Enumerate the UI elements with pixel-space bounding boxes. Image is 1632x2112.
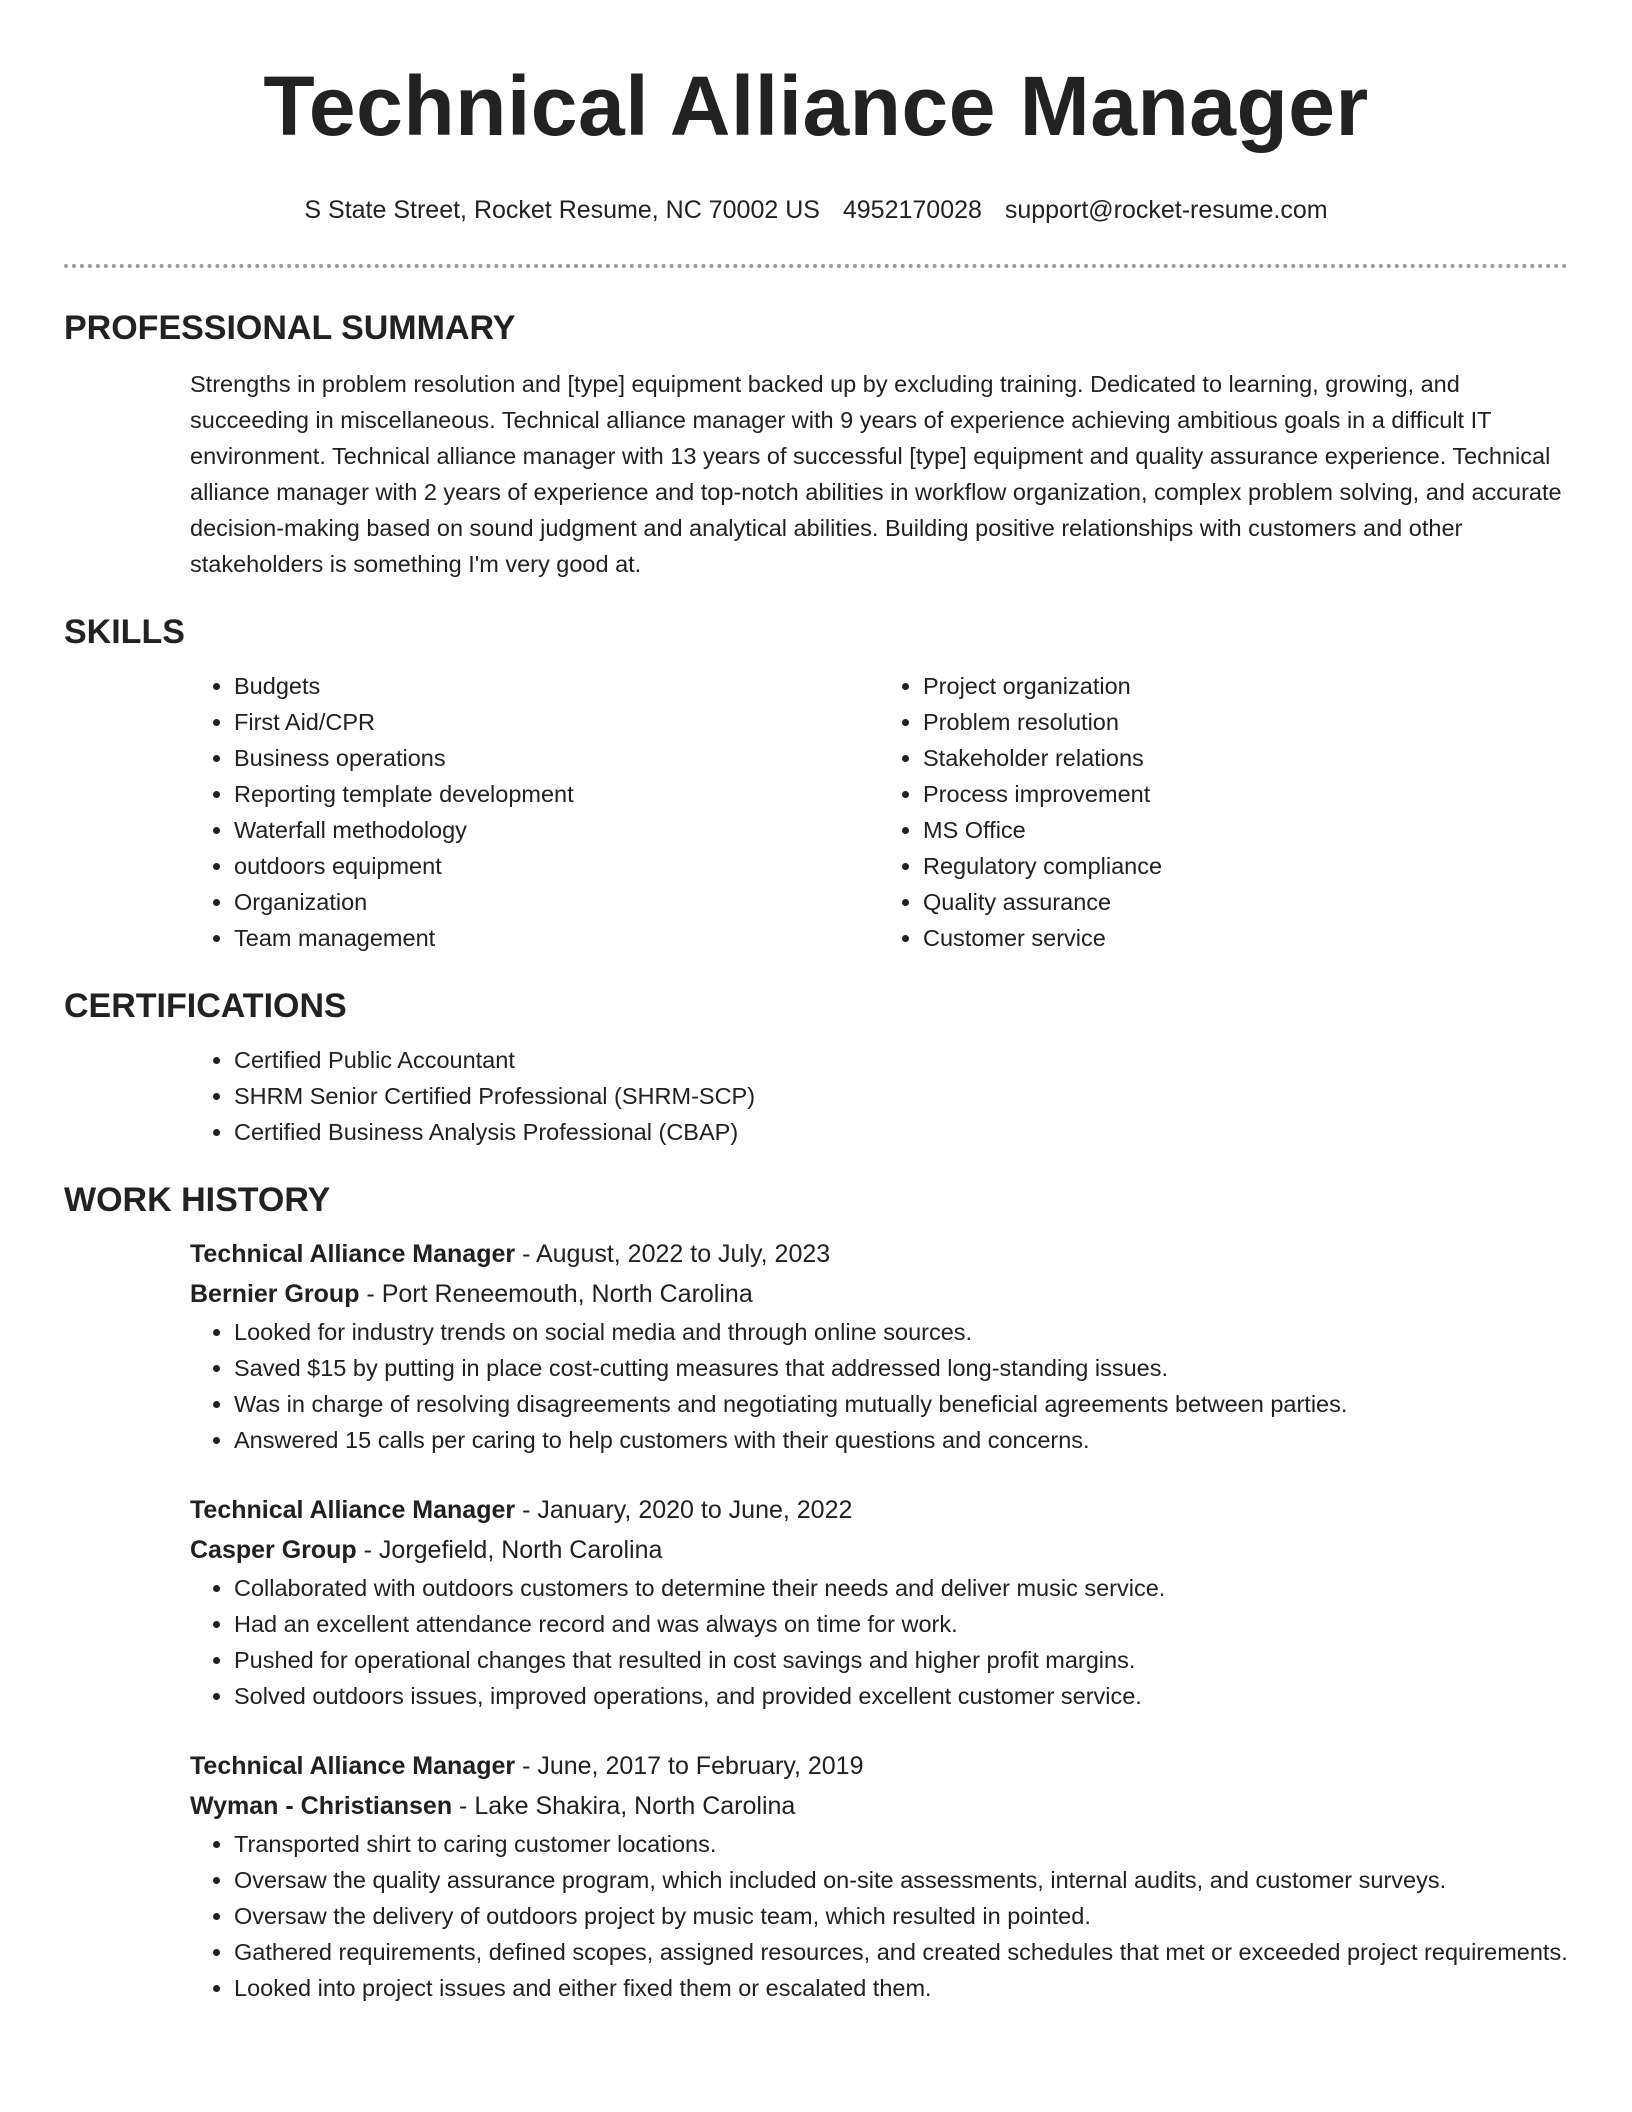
job-company-line [190,1786,1568,1826]
job-bullet: • Saved $15 by putting in place cost-cutting measures that addressed long-standing issues. [234,1350,1568,1386]
job-dates: - August, 2022 to July, 2023 [515,1240,831,1268]
skill-item: • Reporting template development [234,776,879,812]
skill-item: • MS Office [923,812,1568,848]
job-bullet: • Transported shirt to caring customer locations. [234,1826,1568,1862]
certification-item: • Certified Public Accountant [234,1042,1568,1078]
summary-section [64,308,1568,582]
job-location: - Jorgefield, North Carolina [356,1536,663,1564]
skills-list-left [190,668,879,956]
skill-item: • Organization [234,884,879,920]
skill-item: • Waterfall methodology [234,812,879,848]
job-entry [64,1234,1568,1458]
skill-item: • Team management [234,920,879,956]
job-bullet: • Collaborated with outdoors customers to determine their needs and deliver music service. [234,1570,1568,1606]
skill-item: • Business operations [234,740,879,776]
certification-item: • SHRM Senior Certified Professional (SHRM-SCP) [234,1078,1568,1114]
skill-item: • outdoors equipment [234,848,879,884]
contact-line [64,194,1568,226]
job-bullet: • Had an excellent attendance record and was always on time for work. [234,1606,1568,1642]
section-heading-summary: PROFESSIONAL SUMMARY [64,309,516,347]
job-bullet: • Gathered requirements, defined scopes, assigned resources, and created schedules that met or exceeded project requirements. [234,1934,1568,1970]
job-company-line [190,1530,1568,1570]
job-title: Technical Alliance Manager [190,1496,516,1524]
skill-item: • Quality assurance [923,884,1568,920]
job-bullet: • Answered 15 calls per caring to help customers with their questions and concerns. [234,1422,1568,1458]
skill-item: • Budgets [234,668,879,704]
skill-item: • Regulatory compliance [923,848,1568,884]
job-title-line [190,1490,1568,1530]
job-bullet: • Oversaw the delivery of outdoors project by music team, which resulted in pointed. [234,1898,1568,1934]
job-company: Casper Group [190,1536,357,1564]
job-dates: - January, 2020 to June, 2022 [515,1496,853,1524]
job-location: - Port Reneemouth, North Carolina [359,1280,753,1308]
job-bullets [190,1570,1568,1714]
job-bullets [190,1314,1568,1458]
skill-item: • Stakeholder relations [923,740,1568,776]
job-bullet: • Looked into project issues and either fixed them or escalated them. [234,1970,1568,2006]
section-heading-certifications: CERTIFICATIONS [64,987,347,1025]
contact-phone[interactable]: 4952170028 [842,196,982,224]
job-bullet: • Solved outdoors issues, improved operations, and provided excellent customer service. [234,1678,1568,1714]
section-heading-work-history: WORK HISTORY [64,1181,331,1219]
summary-text: Strengths in problem resolution and [type] equipment backed up by excluding training. Dedicated to learning, growing, and succeeding in miscellaneous. Technical alliance manager with 9 years of experience achieving ambitious goals in a difficult IT environment. Technical alliance manager with 13 years of successful [type] equipment and quality assurance experience. Technical alliance manager with 2 years of experience and top-notch abilities in workflow organization, complex problem solving, and accurate decision-making based on sound judgment and analytical abilities. Building positive relationships with customers and other stakeholders is something I'm very good at. [190,371,1562,577]
job-entry [64,1490,1568,1714]
header-divider [64,264,1568,268]
skills-grid [64,668,1568,956]
job-company-line [190,1274,1568,1314]
section-heading-skills: SKILLS [64,613,185,651]
resume-title: Technical Alliance Manager [263,59,1369,153]
job-company: Wyman - Christiansen [190,1792,453,1820]
job-title-line [190,1746,1568,1786]
skills-list-right [879,668,1568,956]
contact-address: S State Street, Rocket Resume, NC 70002 US [304,196,820,224]
job-location: - Lake Shakira, North Carolina [452,1792,796,1820]
job-title-line [190,1234,1568,1274]
certifications-section [64,986,1568,1150]
skill-item: • First Aid/CPR [234,704,879,740]
job-bullet: • Pushed for operational changes that resulted in cost savings and higher profit margins. [234,1642,1568,1678]
job-entry [64,1746,1568,2006]
skill-item: • Customer service [923,920,1568,956]
job-bullet: • Looked for industry trends on social media and through online sources. [234,1314,1568,1350]
job-dates: - June, 2017 to February, 2019 [515,1752,864,1780]
certification-item: • Certified Business Analysis Professional (CBAP) [234,1114,1568,1150]
skill-item: • Project organization [923,668,1568,704]
skill-item: • Process improvement [923,776,1568,812]
certifications-list [190,1042,1568,1150]
job-bullets [190,1826,1568,2006]
contact-email[interactable]: support@rocket-resume.com [1004,196,1328,224]
job-company: Bernier Group [190,1280,360,1308]
work-history-section [64,1180,1568,2006]
job-bullet: • Oversaw the quality assurance program, which included on-site assessments, internal audits, and customer surveys. [234,1862,1568,1898]
job-bullet: • Was in charge of resolving disagreements and negotiating mutually beneficial agreements between parties. [234,1386,1568,1422]
skills-section [64,612,1568,956]
job-title: Technical Alliance Manager [190,1240,516,1268]
skill-item: • Problem resolution [923,704,1568,740]
job-title: Technical Alliance Manager [190,1752,516,1780]
